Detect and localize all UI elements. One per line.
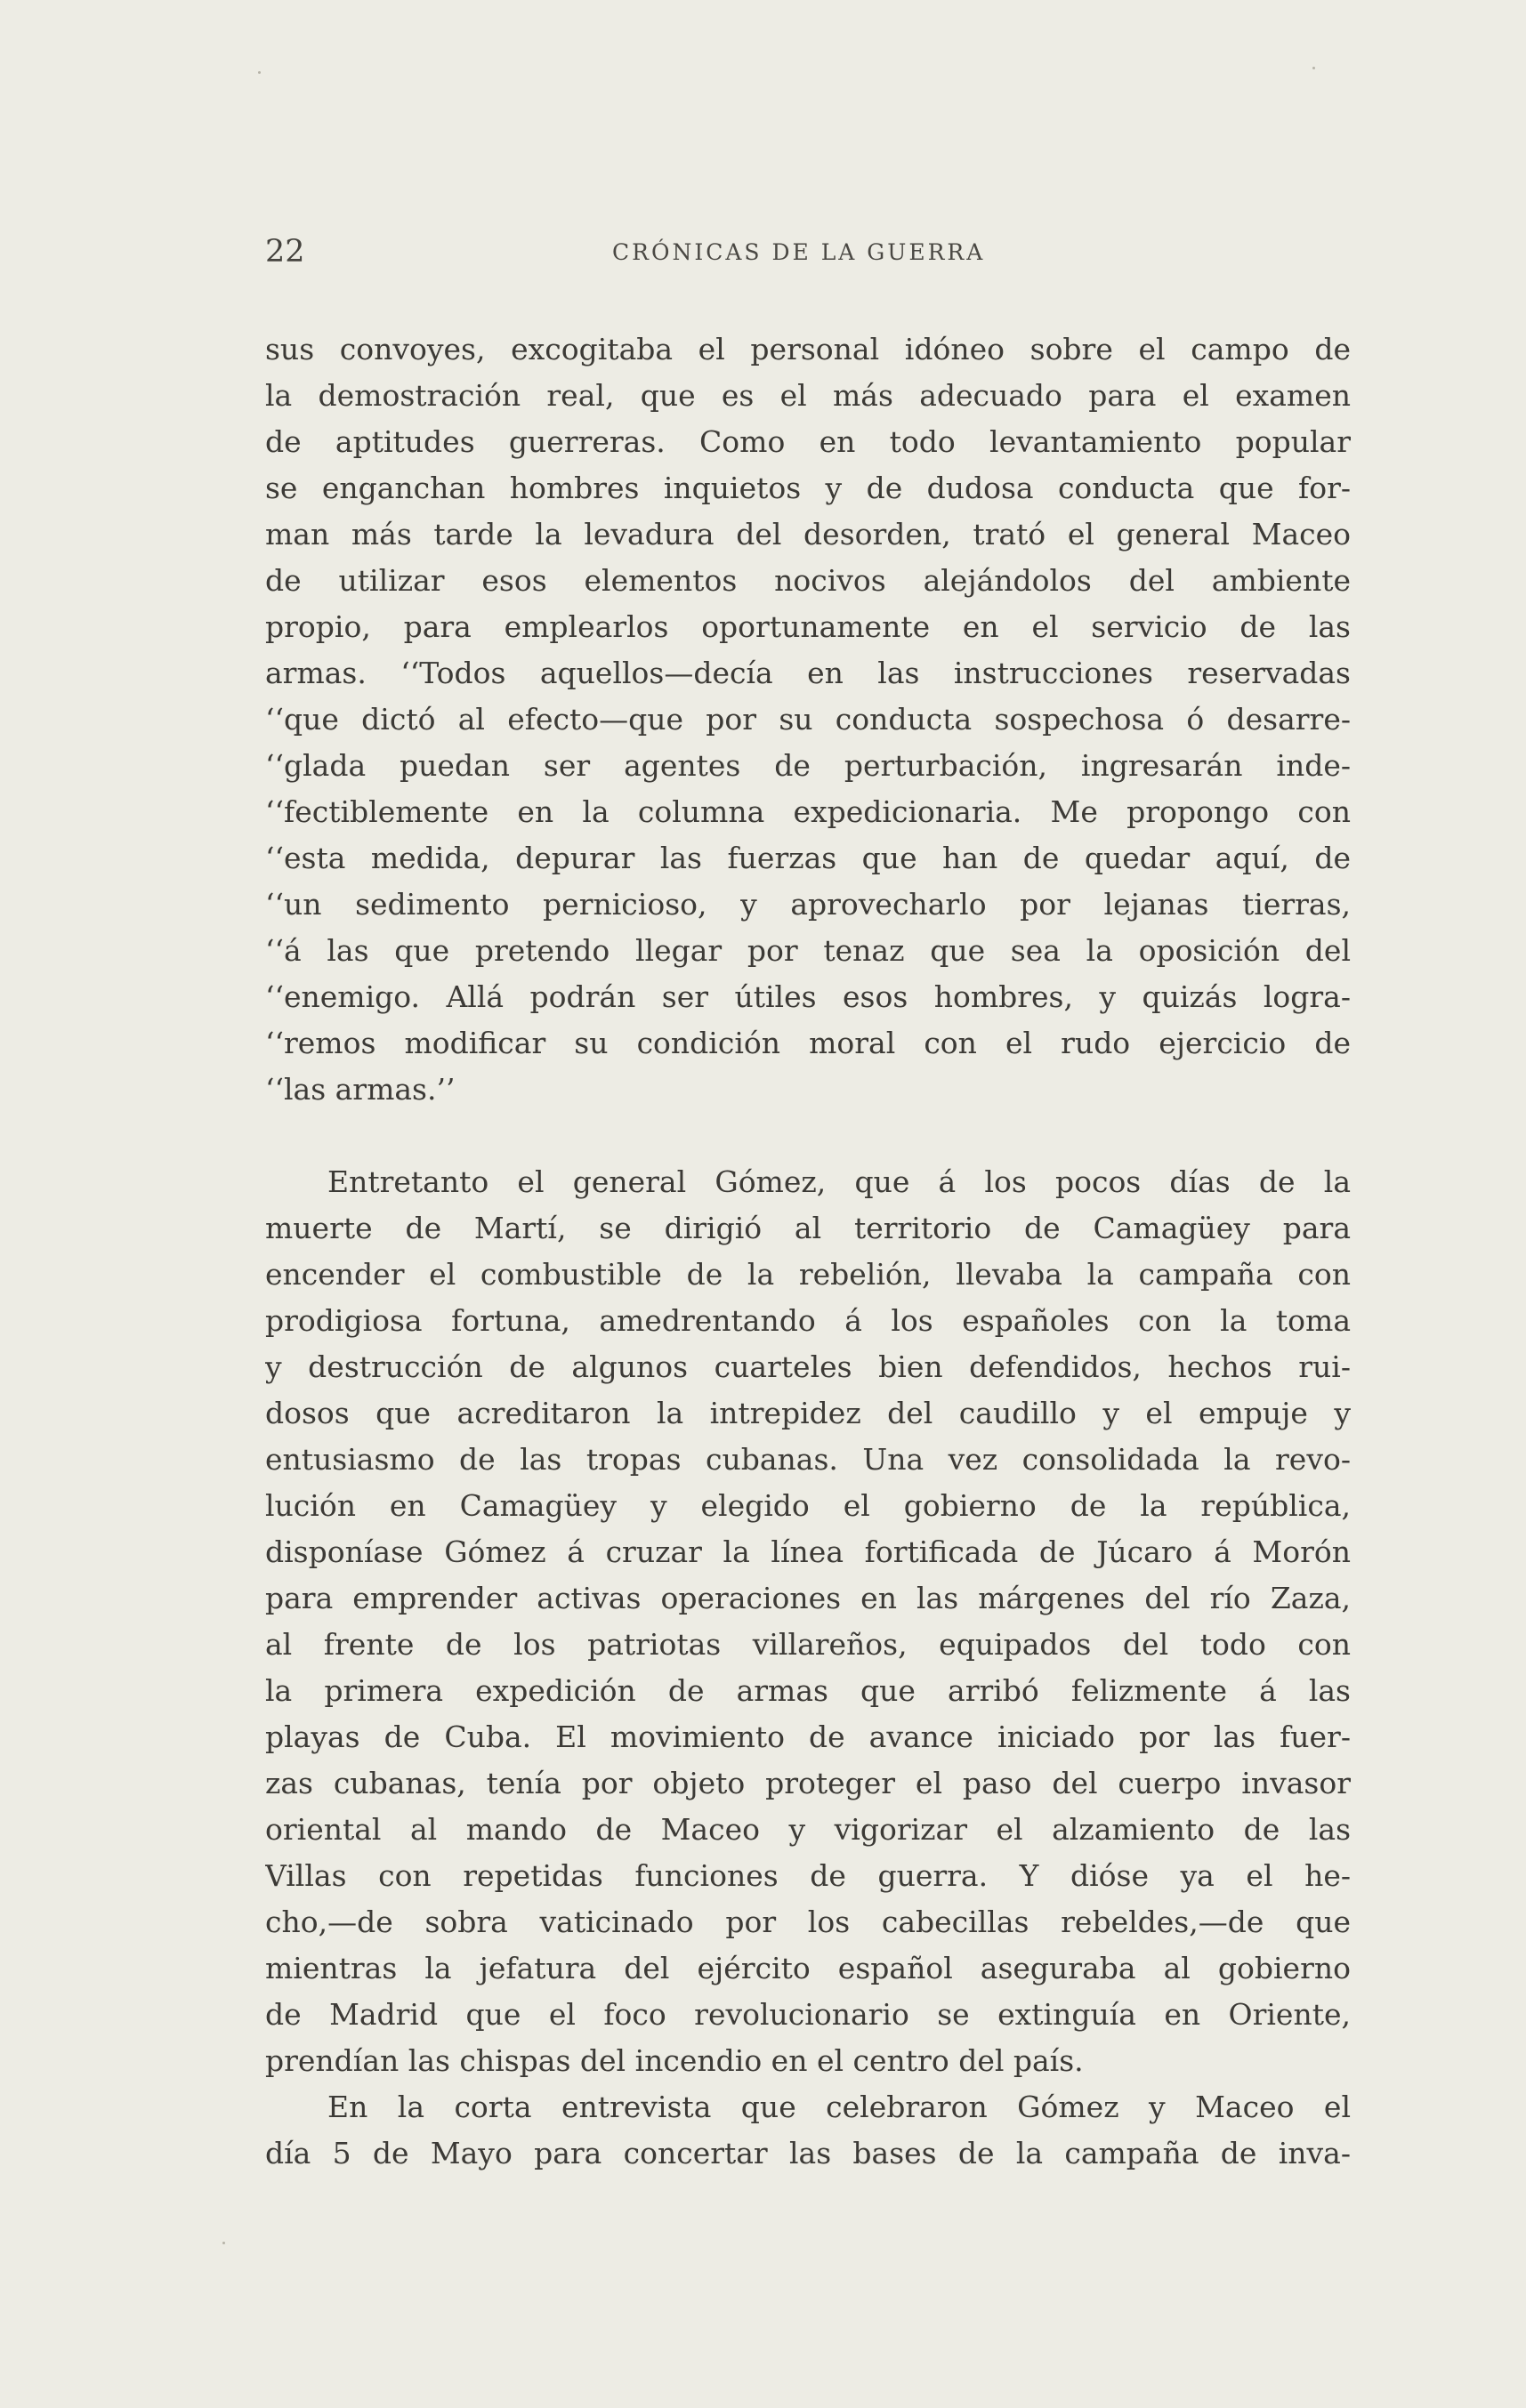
text-line: Villas con repetidas funciones de guerra. Y dióse ya el he- [265, 1858, 1351, 1893]
paragraph-1 [265, 326, 1351, 1113]
text-line: para emprender activas operaciones en las márgenes del río Zaza, [265, 1581, 1351, 1615]
text-line: ‘‘glada puedan ser agentes de perturbación, ingresarán inde- [265, 748, 1351, 783]
text-line: encender el combustible de la rebelión, llevaba la campaña con [265, 1257, 1351, 1292]
text-line: zas cubanas, tenía por objeto proteger el paso del cuerpo invasor [265, 1766, 1351, 1800]
text-line: oriental al mando de Maceo y vigorizar el alzamiento de las [265, 1812, 1351, 1847]
text-line: ‘‘fectiblemente en la columna expedicionaria. Me propongo con [265, 794, 1351, 829]
text-line: prodigiosa fortuna, amedrentando á los españoles con la toma [265, 1303, 1351, 1338]
text-line: man más tarde la levadura del desorden, trató el general Maceo [265, 517, 1351, 552]
paragraph-spacer [265, 1113, 1351, 1159]
body-text [265, 326, 1351, 2177]
text-line: al frente de los patriotas villareños, equipados del todo con [265, 1627, 1351, 1662]
text-line: se enganchan hombres inquietos y de dudosa conducta que for- [265, 471, 1351, 505]
paper-speck [258, 71, 261, 74]
text-line: de Madrid que el foco revolucionario se extinguía en Oriente, [265, 1997, 1351, 2032]
text-line: la demostración real, que es el más adecuado para el examen [265, 378, 1351, 413]
text-line: de aptitudes guerreras. Como en todo levantamiento popular [265, 424, 1351, 459]
text-line: muerte de Martí, se dirigió al territorio de Camagüey para [265, 1211, 1351, 1245]
text-line: la primera expedición de armas que arribó felizmente á las [265, 1673, 1351, 1708]
text-line: En la corta entrevista que celebraron Gómez y Maceo el [327, 2090, 1351, 2124]
text-line: día 5 de Mayo para concertar las bases de la campaña de inva- [265, 2136, 1351, 2170]
text-line: cho,—de sobra vaticinado por los cabecillas rebeldes,—de que [265, 1905, 1351, 1939]
page-number: 22 [265, 234, 305, 270]
text-line: playas de Cuba. El movimiento de avance iniciado por las fuer- [265, 1719, 1351, 1754]
text-line: lución en Camagüey y elegido el gobierno de la república, [265, 1488, 1351, 1523]
text-line: de utilizar esos elementos nocivos alejándolos del ambiente [265, 563, 1351, 598]
text-line: dosos que acreditaron la intrepidez del caudillo y el empuje y [265, 1396, 1351, 1430]
text-line: armas. ‘‘Todos aquellos—decía en las instrucciones reservadas [265, 656, 1351, 690]
text-line: Entretanto el general Gómez, que á los pocos días de la [327, 1164, 1351, 1199]
text-line: mientras la jefatura del ejército español aseguraba al gobierno [265, 1951, 1351, 1985]
page-header [265, 230, 1351, 274]
text-line: propio, para emplearlos oportunamente en el servicio de las [265, 609, 1351, 644]
paragraph-2 [265, 1159, 1351, 2084]
text-line: ‘‘esta medida, depurar las fuerzas que han de quedar aquí, de [265, 841, 1351, 875]
text-line: prendían las chispas del incendio en el centro del país. [265, 2043, 1084, 2078]
text-line: ‘‘remos modificar su condición moral con el rudo ejercicio de [265, 1026, 1351, 1060]
text-line: disponíase Gómez á cruzar la línea fortificada de Júcaro á Morón [265, 1534, 1351, 1569]
paper-speck [222, 2242, 225, 2244]
text-line: ‘‘que dictó al efecto—que por su conducta sospechosa ó desarre- [265, 702, 1351, 737]
text-line: ‘‘las armas.’’ [265, 1072, 456, 1107]
text-line: ‘‘enemigo. Allá podrán ser útiles esos hombres, y quizás logra- [265, 979, 1351, 1014]
text-line: y destrucción de algunos cuarteles bien defendidos, hechos rui- [265, 1349, 1351, 1384]
paragraph-3 [265, 2084, 1351, 2177]
text-line: sus convoyes, excogitaba el personal idóneo sobre el campo de [265, 332, 1351, 366]
paper-speck [1312, 67, 1315, 69]
running-title: CRÓNICAS DE LA GUERRA [612, 239, 986, 265]
text-line: entusiasmo de las tropas cubanas. Una vez consolidada la revo- [265, 1442, 1351, 1477]
text-line: ‘‘á las que pretendo llegar por tenaz que sea la oposición del [265, 933, 1351, 968]
text-line: ‘‘un sedimento pernicioso, y aprovecharlo por lejanas tierras, [265, 887, 1351, 922]
